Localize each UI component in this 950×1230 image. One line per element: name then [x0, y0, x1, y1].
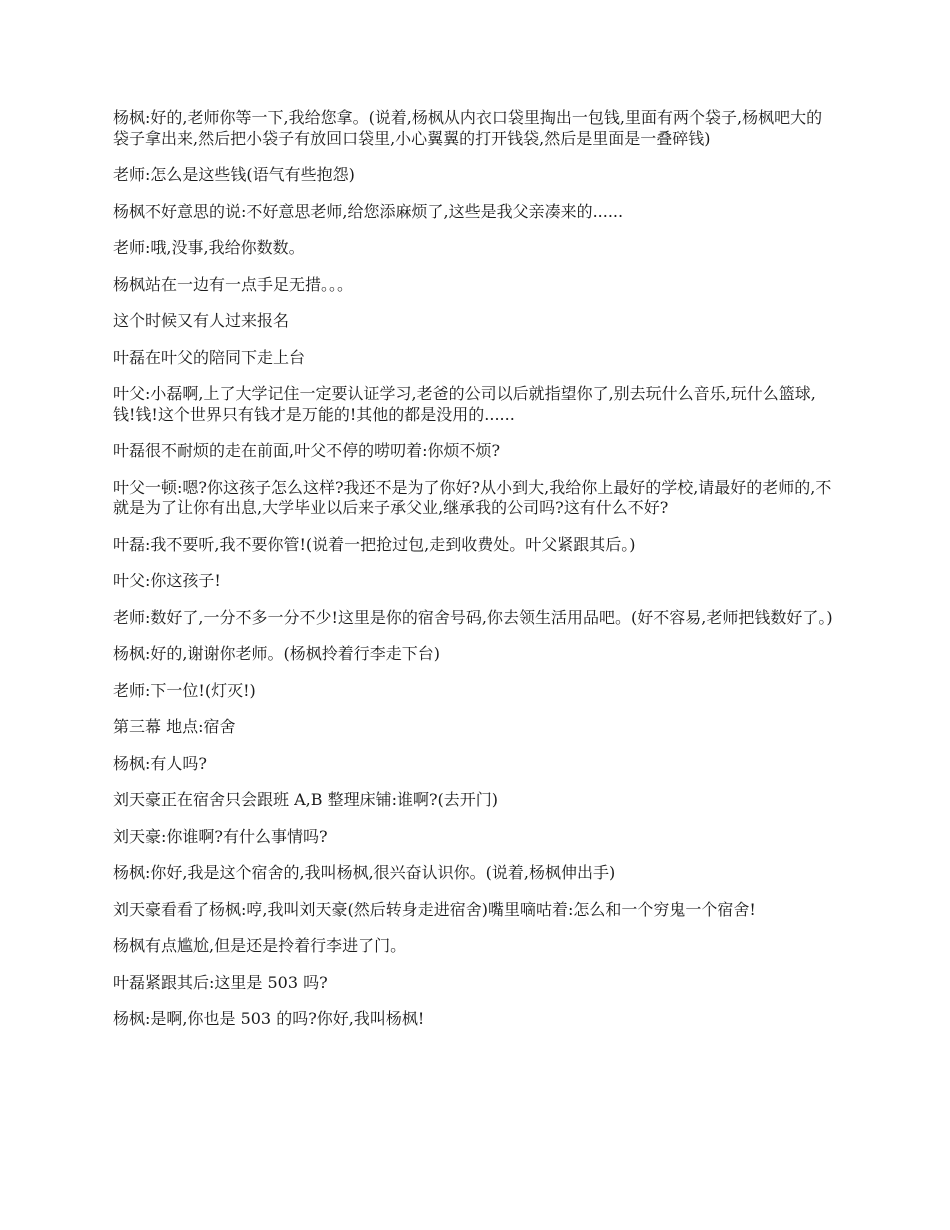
- paragraph: 杨枫:你好,我是这个宿舍的,我叫杨枫,很兴奋认识你。(说着,杨枫伸出手): [113, 863, 616, 882]
- paragraph: 杨枫:好的,谢谢你老师。(杨枫拎着行李走下台): [113, 644, 440, 663]
- paragraph: 杨枫:是啊,你也是 503 的吗?你好,我叫杨枫!: [113, 1009, 425, 1028]
- paragraph: 杨枫站在一边有一点手足无措。。。: [113, 274, 354, 294]
- paragraph: 叶磊:我不要听,我不要你管!(说着一把抢过包,走到收费处。叶父紧跟其后。): [113, 534, 636, 554]
- scene-heading: 第三幕 地点:宿舍: [113, 717, 236, 736]
- paragraph: 老师:怎么是这些钱(语气有些抱怨): [113, 165, 355, 184]
- paragraph: 这个时候又有人过来报名: [113, 311, 290, 330]
- paragraph: 杨枫:有人吗?: [113, 753, 207, 773]
- paragraph: 叶磊紧跟其后:这里是 503 吗?: [113, 972, 328, 992]
- paragraph: 刘天豪看看了杨枫:哼,我叫刘天豪(然后转身走进宿舍)嘴里嘀咕着:怎么和一个穷鬼一个宿舍!: [113, 899, 756, 919]
- paragraph: 老师:数好了,一分不多一分不少!这里是你的宿舍号码,你去领生活用品吧。(好不容易,老师把钱数好了。): [113, 607, 833, 627]
- paragraph: 杨枫:好的,老师你等一下,我给您拿。(说着,杨枫从内衣口袋里掏出一包钱,里面有两个袋子,杨枫吧大的袋子拿出来,然后把小袋子有放回口袋里,小心翼翼的打开钱袋,然后是里面是一叠碎钱): [113, 108, 823, 148]
- paragraph: 刘天豪:你谁啊?有什么事情吗?: [113, 826, 328, 846]
- paragraph: 叶磊在叶父的陪同下走上台: [113, 347, 306, 367]
- document-body: [113, 108, 835, 1046]
- paragraph: 杨枫不好意思的说:不好意思老师,给您添麻烦了,这些是我父亲凑来的......: [113, 201, 624, 221]
- paragraph: 刘天豪正在宿舍只会跟班 A,B 整理床铺:谁啊?(去开门): [113, 790, 499, 809]
- paragraph: 老师:下一位!(灯灭!): [113, 680, 256, 700]
- paragraph: 叶父:你这孩子!: [113, 571, 221, 590]
- paragraph: 叶父:小磊啊,上了大学记住一定要认证学习,老爸的公司以后就指望你了,别去玩什么音乐,玩什么篮球,钱!钱!这个世界只有钱才是万能的!其他的都是没用的......: [113, 384, 816, 424]
- paragraph: 叶磊很不耐烦的走在前面,叶父不停的唠叨着:你烦不烦?: [113, 441, 501, 460]
- paragraph: 杨枫有点尴尬,但是还是拎着行李进了门。: [113, 936, 407, 955]
- paragraph: 老师:哦,没事,我给你数数。: [113, 238, 305, 257]
- paragraph: 叶父一顿:嗯?你这孩子怎么这样?我还不是为了你好?从小到大,我给你上最好的学校,请最好的老师的,不就是为了让你有出息,大学毕业以后来子承父业,继承我的公司吗?这有什么不好?: [113, 477, 832, 517]
